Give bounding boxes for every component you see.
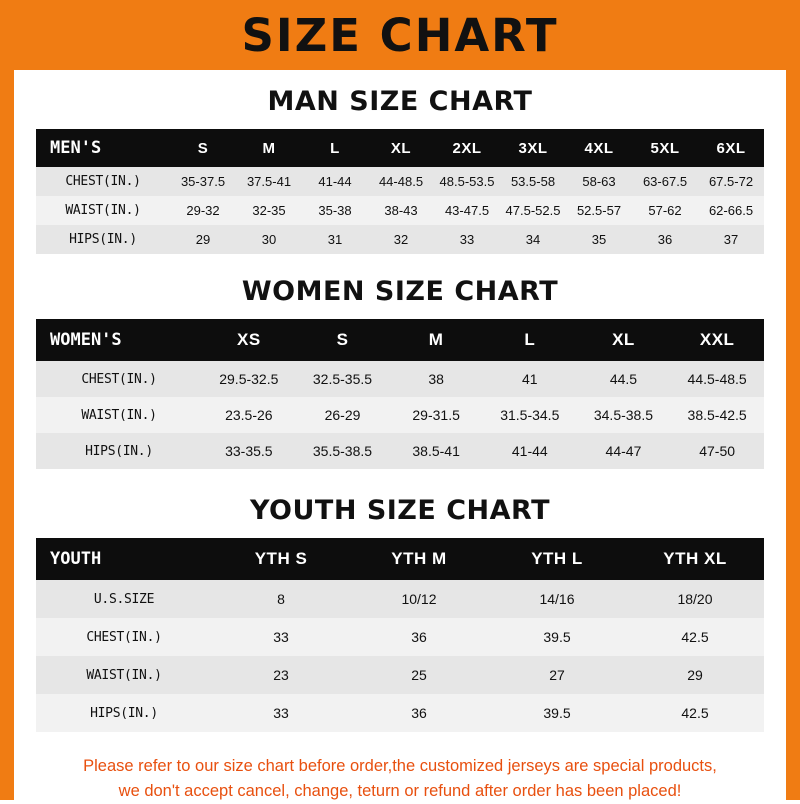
column-header: XXL	[699, 330, 735, 349]
table-cell: 10/12	[401, 591, 437, 607]
man-section-title: MAN SIZE CHART	[267, 86, 533, 117]
column-header: XL	[390, 139, 412, 157]
table-cell: 23.5-26	[225, 407, 273, 423]
table-cell: 36	[411, 705, 427, 721]
youth-size-table	[36, 538, 764, 732]
table-cell: 39.5	[543, 705, 571, 721]
table-row	[36, 397, 764, 433]
column-header: MEN'S	[50, 138, 102, 158]
table-cell: 35-37.5	[180, 174, 226, 189]
table-row	[36, 656, 764, 694]
table-cell: 47.5-52.5	[505, 203, 561, 218]
column-header: M	[262, 139, 276, 157]
table-cell: 36	[657, 232, 673, 247]
table-cell: 38-43	[384, 203, 418, 218]
column-header: YTH XL	[663, 549, 727, 568]
table-cell: 53.5-58	[510, 174, 556, 189]
table-cell: 41-44	[511, 443, 548, 459]
table-cell: 37.5-41	[246, 174, 292, 189]
table-cell: 42.5	[681, 705, 709, 721]
table-cell: 38.5-42.5	[687, 407, 747, 423]
table-cell: 29.5-32.5	[219, 371, 279, 387]
table-cell: 18/20	[677, 591, 713, 607]
column-header: L	[330, 139, 340, 157]
table-cell: 57-62	[648, 203, 682, 218]
row-label: HIPS(IN.)	[90, 705, 158, 721]
notice-line-2: we don't accept cancel, change, teturn or refund after order has been placed!	[118, 781, 682, 800]
table-cell: 38	[428, 371, 444, 387]
women-section	[14, 276, 786, 469]
women-table-header	[36, 319, 764, 361]
women-size-table	[36, 319, 764, 469]
table-cell: 32.5-35.5	[312, 371, 373, 387]
table-cell: 35	[591, 232, 607, 247]
table-cell: 67.5-72	[708, 174, 754, 189]
table-cell: 14/16	[539, 591, 575, 607]
table-cell: 47-50	[699, 443, 736, 459]
men-table-header	[36, 129, 764, 167]
row-label: CHEST(IN.)	[86, 629, 162, 645]
column-header: YTH M	[391, 549, 447, 568]
table-cell: 32	[393, 232, 409, 247]
table-row	[36, 694, 764, 732]
page-title: SIZE CHART	[241, 8, 559, 62]
table-header-row	[36, 538, 764, 580]
notice-line-1: Please refer to our size chart before order,the customized jerseys are special products,	[83, 757, 717, 775]
table-cell: 41	[522, 371, 538, 387]
table-cell: 42.5	[681, 629, 709, 645]
column-header: 5XL	[650, 139, 680, 157]
table-cell: 38.5-41	[412, 443, 460, 459]
column-header: S	[197, 139, 209, 157]
table-cell: 33-35.5	[225, 443, 273, 459]
row-label: WAIST(IN.)	[86, 667, 162, 683]
men-table-body	[36, 167, 764, 254]
column-header: 2XL	[452, 139, 482, 157]
row-label: WAIST(IN.)	[65, 203, 141, 218]
column-header: S	[336, 330, 349, 349]
table-row	[36, 361, 764, 397]
column-header: YTH S	[254, 549, 308, 568]
column-header: 3XL	[518, 139, 548, 157]
youth-section-title: YOUTH SIZE CHART	[249, 495, 551, 526]
table-cell: 44-47	[605, 443, 642, 459]
table-cell: 26-29	[324, 407, 361, 423]
youth-table-body	[36, 580, 764, 732]
table-row	[36, 225, 764, 254]
column-header: 4XL	[584, 139, 614, 157]
table-cell: 44.5-48.5	[687, 371, 747, 387]
table-cell: 34	[525, 232, 541, 247]
table-cell: 25	[411, 667, 427, 683]
column-header: YOUTH	[50, 549, 102, 569]
table-cell: 35-38	[318, 203, 352, 218]
table-cell: 35.5-38.5	[312, 443, 373, 459]
row-label: CHEST(IN.)	[65, 174, 141, 189]
table-cell: 62-66.5	[708, 203, 754, 218]
row-label: HIPS(IN.)	[69, 232, 137, 247]
row-label: CHEST(IN.)	[81, 371, 157, 387]
women-table-body	[36, 361, 764, 469]
table-cell: 44-48.5	[378, 174, 424, 189]
table-row	[36, 618, 764, 656]
column-header: XS	[236, 330, 261, 349]
row-label: U.S.SIZE	[93, 591, 155, 607]
page-banner	[14, 0, 786, 70]
table-cell: 27	[549, 667, 565, 683]
table-cell: 36	[411, 629, 427, 645]
column-header: WOMEN'S	[50, 330, 122, 350]
table-cell: 48.5-53.5	[439, 174, 495, 189]
table-cell: 39.5	[543, 629, 571, 645]
table-cell: 29-31.5	[412, 407, 460, 423]
table-cell: 52.5-57	[576, 203, 622, 218]
table-cell: 30	[261, 232, 277, 247]
table-cell: 23	[273, 667, 289, 683]
man-section	[14, 86, 786, 254]
table-cell: 29	[195, 232, 211, 247]
table-row	[36, 433, 764, 469]
order-notice	[30, 754, 770, 804]
table-cell: 31.5-34.5	[500, 407, 560, 423]
table-cell: 41-44	[318, 174, 352, 189]
table-cell: 33	[273, 705, 289, 721]
table-row	[36, 167, 764, 196]
table-cell: 33	[273, 629, 289, 645]
youth-section	[14, 495, 786, 732]
column-header: 6XL	[716, 139, 746, 157]
youth-table-header	[36, 538, 764, 580]
table-header-row	[36, 129, 764, 167]
row-label: WAIST(IN.)	[81, 407, 157, 423]
table-cell: 29	[687, 667, 703, 683]
table-row	[36, 580, 764, 618]
table-cell: 8	[277, 591, 285, 607]
row-label: HIPS(IN.)	[85, 443, 153, 459]
column-header: L	[524, 330, 536, 349]
table-cell: 58-63	[582, 174, 616, 189]
table-cell: 63-67.5	[642, 174, 688, 189]
men-size-table	[36, 129, 764, 254]
column-header: XL	[612, 330, 635, 349]
table-row	[36, 196, 764, 225]
table-cell: 29-32	[186, 203, 220, 218]
table-cell: 32-35	[252, 203, 286, 218]
table-cell: 34.5-38.5	[593, 407, 654, 423]
table-cell: 43-47.5	[444, 203, 490, 218]
table-cell: 33	[459, 232, 475, 247]
table-cell: 31	[327, 232, 343, 247]
women-section-title: WOMEN SIZE CHART	[241, 276, 559, 307]
table-cell: 37	[723, 232, 739, 247]
table-header-row	[36, 319, 764, 361]
table-cell: 44.5	[609, 371, 638, 387]
column-header: YTH L	[531, 549, 583, 568]
column-header: M	[428, 330, 444, 349]
